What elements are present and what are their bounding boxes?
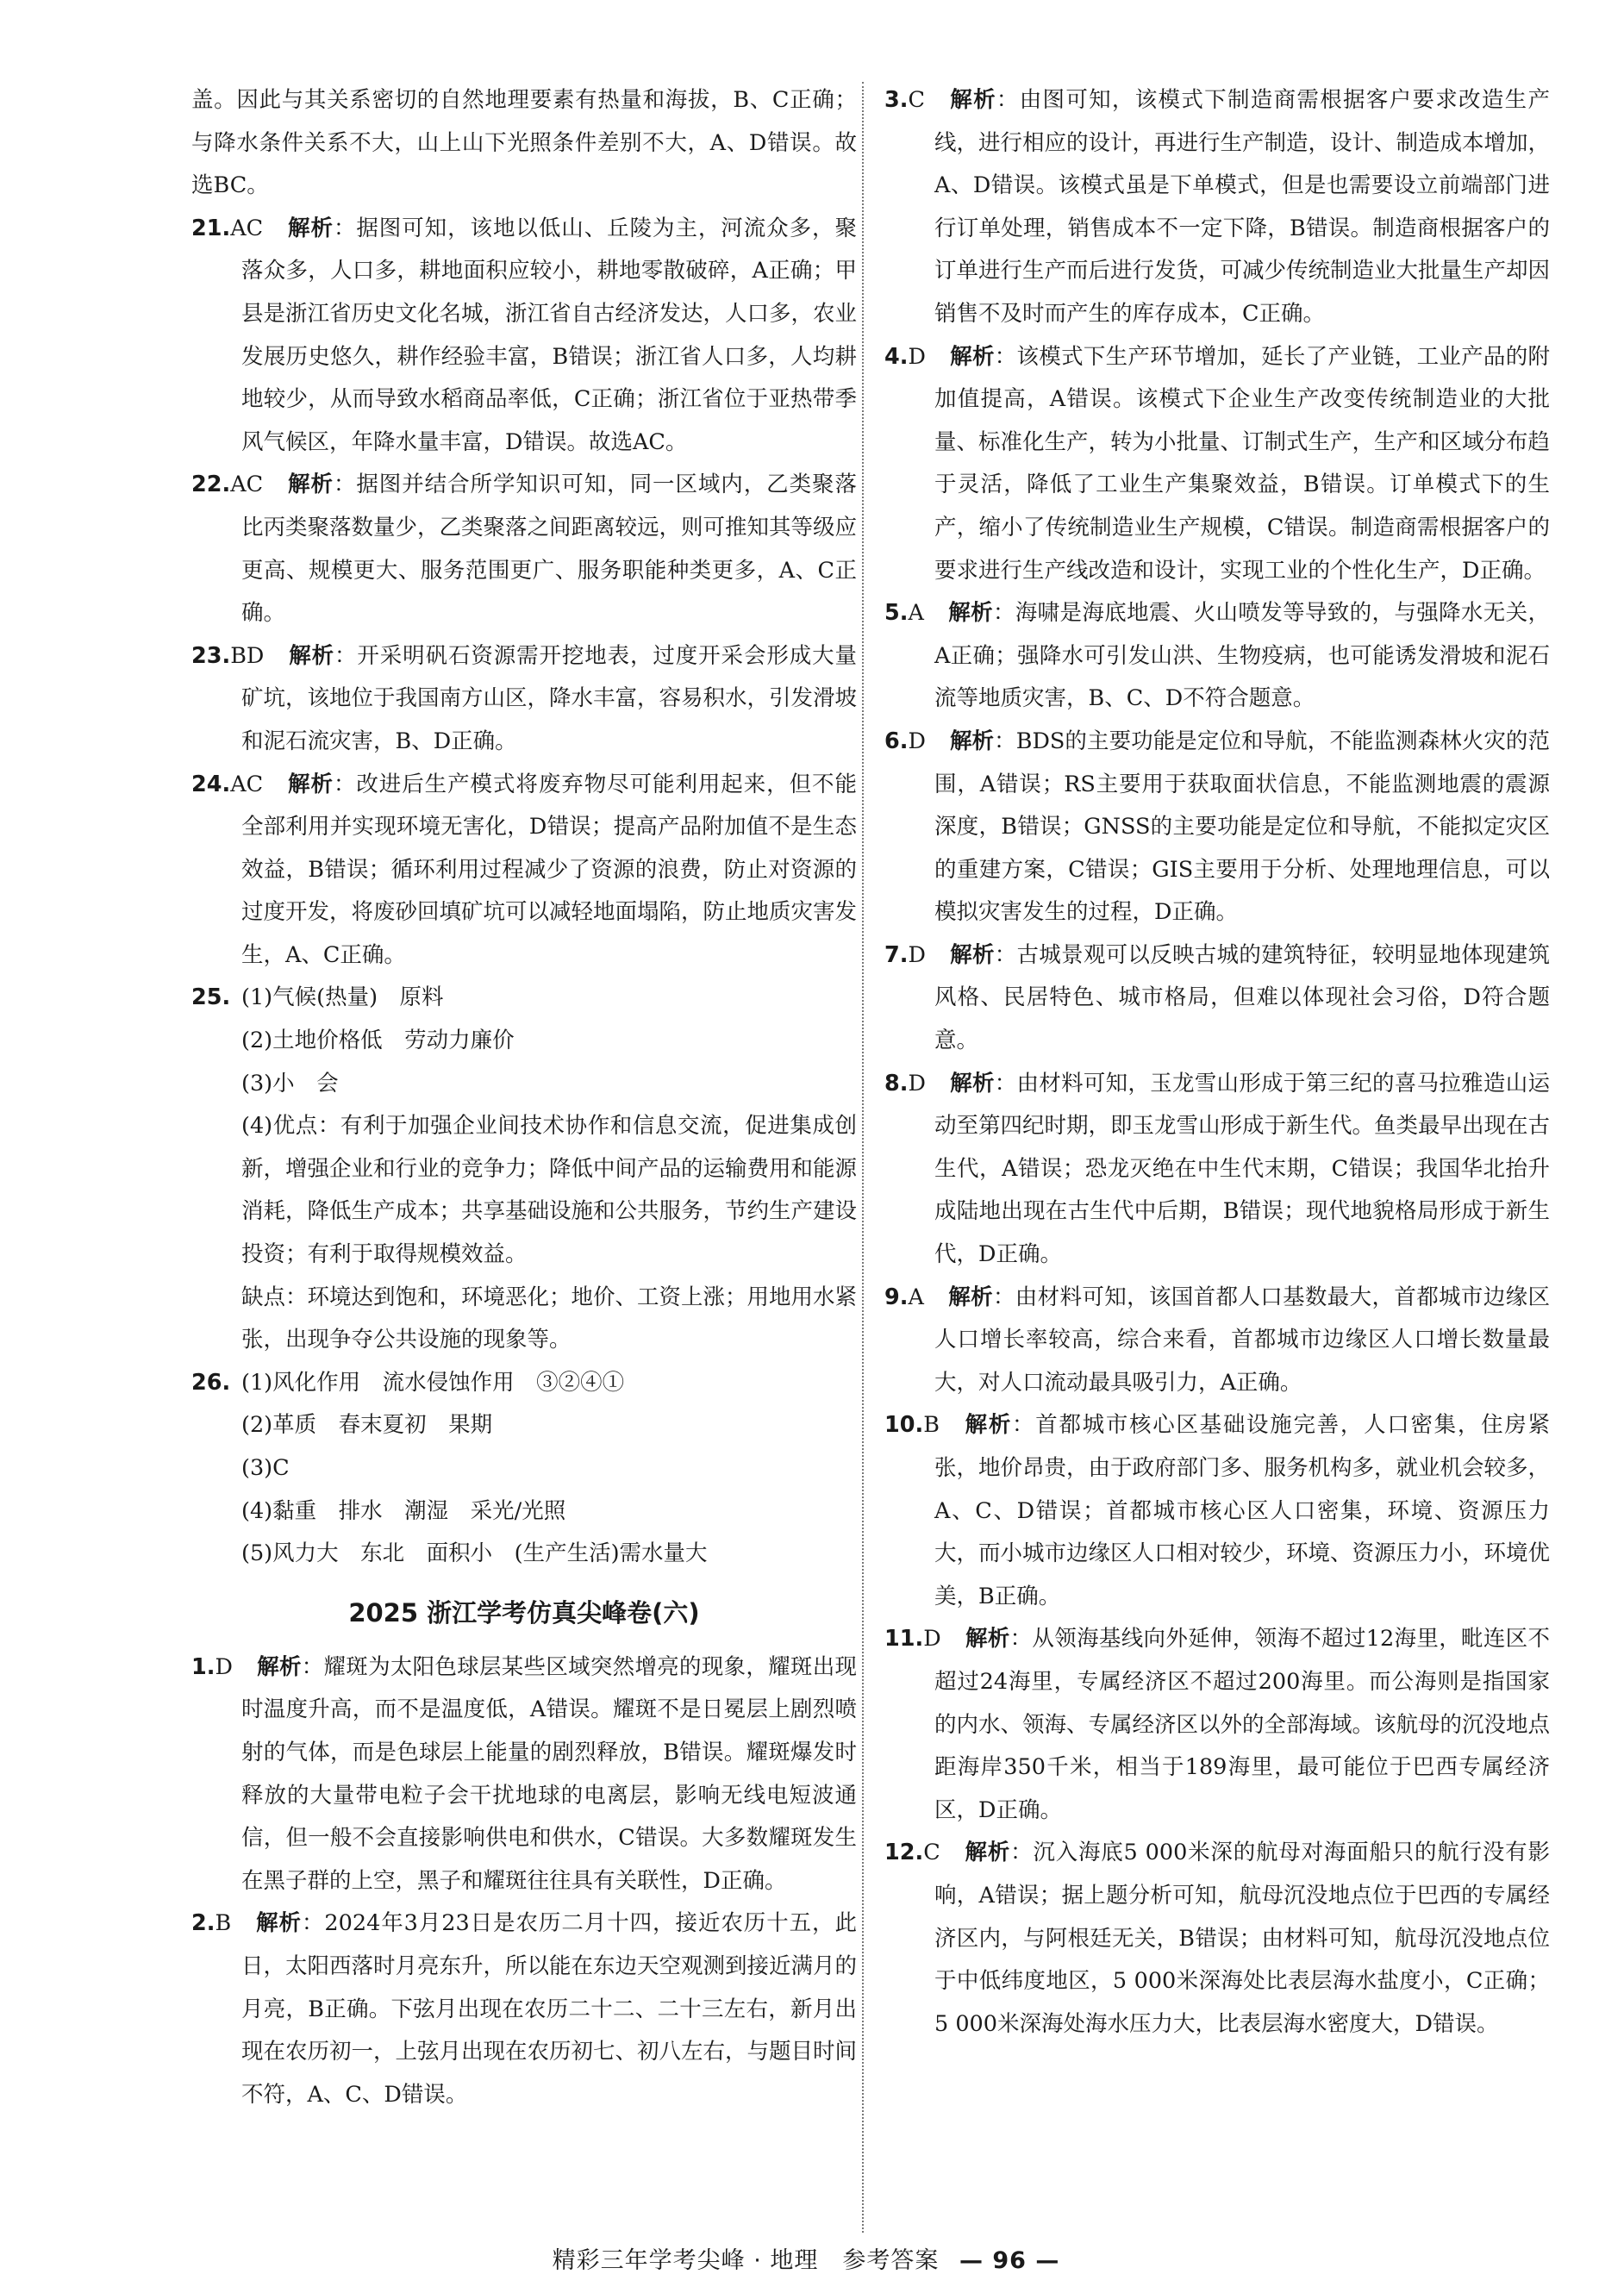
analysis-label: 解析 [255,1910,302,1937]
analysis-text: ：开采明矾石资源需开挖地表，过度开采会形成大量矿坑，该地位于我国南方山区，降水丰富，容易积水，引发滑坡和泥石流灾害，B、D正确。 [241,642,858,754]
answer-choice: A [908,1284,924,1310]
sub-answer [191,1105,857,1276]
page-footer [0,2241,1624,2275]
question-number: 11. [884,1626,924,1653]
question-number: 6. [884,728,909,754]
analysis-label: 解析 [287,215,334,241]
question-number: 5. [884,600,909,627]
question-number: 23. [191,642,231,669]
analysis-text: ：据图并结合所学知识可知，同一区域内，乙类聚落比丙类聚落数量少，乙类聚落之间距离较远，则可推知其等级应更高、规模更大、服务范围更广、服务职能种类更多，A、C正确。 [241,472,858,627]
sub-answer-text: (2)土地价格低 劳动力廉价 [241,1028,515,1054]
question-number: 10. [884,1412,924,1439]
answer-item [884,1063,1550,1277]
analysis-label: 解析 [949,941,995,968]
analysis-label: 解析 [256,1653,302,1680]
answer-item [191,1646,857,1903]
answer-item [884,592,1550,721]
sub-answer [191,1447,857,1490]
answer-choice: BD [230,642,265,669]
sub-answer-text: (4)黏重 排水 潮湿 采光/光照 [241,1497,566,1524]
sub-answer [191,1404,857,1447]
answer-choice: D [908,728,926,754]
question-block-q25 [191,977,857,1361]
analysis-text: ：海啸是海底地震、火山喷发等导致的，与强降水无关，A正确；强降水可引发山洪、生物疫病，也可能诱发滑坡和泥石流等地质灾害，B、C、D不符合题意。 [934,600,1550,712]
sub-answer-text: (5)风力大 东北 面积小 (生产生活)需水量大 [241,1540,708,1567]
answer-continuation [191,79,857,208]
answer-choice: D [215,1653,233,1680]
sub-answer-text: 缺点：环境达到饱和，环境恶化；地价、工资上涨；用地用水紧张，出现争夺公共设施的现象等。 [241,1284,858,1353]
analysis-label: 解析 [287,472,334,498]
sub-answer [191,1020,857,1063]
page-number: — 96 — [959,2247,1060,2274]
sub-answer [191,1490,857,1534]
answer-item [884,1832,1550,2046]
question-number: 26. [191,1369,231,1396]
question-number: 21. [191,215,231,241]
question-number: 4. [884,343,909,370]
analysis-label: 解析 [964,1840,1011,1866]
question-number: 7. [884,941,909,968]
answer-item [191,208,857,465]
answer-item [884,1277,1550,1405]
answer-choice: AC [230,215,264,241]
question-number: 22. [191,472,231,498]
answer-choice: B [923,1412,940,1439]
analysis-label: 解析 [287,771,334,797]
question-number: 1. [191,1653,215,1680]
analysis-label: 解析 [949,1070,995,1097]
question-number: 12. [884,1840,924,1866]
answer-item [884,336,1550,593]
analysis-text: ：由材料可知，该国首都人口基数最大，首都城市边缘区人口增长率较高，综合来看，首都城市边缘区人口增长数量最大，对人口流动最具吸引力，A正确。 [934,1284,1550,1396]
answer-item [884,721,1550,934]
question-number: 2. [191,1910,215,1937]
question-number: 9. [884,1284,909,1310]
answer-choice: D [908,941,926,968]
column-divider [862,82,864,2233]
answer-choice: D [908,343,926,370]
analysis-text: ：沉入海底5 000米深的航母对海面船只的航行没有影响，A错误；据上题分析可知，航母沉没地点位于巴西的专属经济区内，与阿根廷无关，B错误；由材料可知，航母沉没地点位于中低纬度地区，5 000米深海处比表层海水盐度小，C正确；5 000米深海处海水压力大，比表层海水密度大，D错误。 [934,1840,1550,2037]
analysis-text: ：BDS的主要功能是定位和导航，不能监测森林火灾的范围，A错误；RS主要用于获取面状信息，不能监测地震的震源深度，B错误；GNSS的主要功能是定位和导航，不能拟定灾区的重建方案，C错误；GIS主要用于分析、处理地理信息，可以模拟灾害发生的过程，D正确。 [934,728,1550,926]
analysis-label: 解析 [949,343,995,370]
analysis-text: ：从领海基线向外延伸，领海不超过12海里，毗连区不超过24海里，专属经济区不超过200海里。而公海则是指国家的内水、领海、专属经济区以外的全部海域。该航母的沉没地点距海岸350千米，相当于189海里，最可能位于巴西专属经济区，D正确。 [934,1626,1551,1823]
analysis-text: ：首都城市核心区基础设施完善，人口密集，住房紧张，地价昂贵，由于政府部门多、服务机构多，就业机会较多，A、C、D错误；首都城市核心区人口密集，环境、资源压力大，而小城市边缘区人口相对较少，环境、资源压力小，环境优美，B正确。 [934,1412,1551,1609]
sub-answer [191,1362,857,1405]
analysis-label: 解析 [963,1412,1013,1439]
analysis-text: 盖。因此与其关系密切的自然地理要素有热量和海拔，B、C正确；与降水条件关系不大，山上山下光照条件差别不大，A、D错误。故选BC。 [191,87,857,199]
sub-answer-text: (1)气候(热量) 原料 [241,984,444,1011]
question-number: 8. [884,1070,909,1097]
answer-choice: C [908,87,925,113]
sub-answer [191,1063,857,1106]
analysis-text: ：改进后生产模式将废弃物尽可能利用起来，但不能全部利用并实现环境无害化，D错误；提高产品附加值不是生态效益，B错误；循环利用过程减少了资源的浪费，防止对资源的过度开发，将废砂回填矿坑可以减轻地面塌陷，防止地质灾害发生，A、C正确。 [241,771,858,968]
sub-answer-text: (4)优点：有利于加强企业间技术协作和信息交流，促进集成创新，增强企业和行业的竞争力；降低中间产品的运输费用和能源消耗，降低生产成本；共享基础设施和公共服务，节约生产建设投资；有利于取得规模效益。 [241,1113,858,1268]
analysis-text: ：据图可知，该地以低山、丘陵为主，河流众多，聚落众多，人口多，耕地面积应较小，耕地零散破碎，A正确；甲县是浙江省历史文化名城，浙江省自古经济发达，人口多，农业发展历史悠久，耕作经验丰富，B错误；浙江省人口多，人均耕地较少，从而导致水稻商品率低，C正确；浙江省位于亚热带季风气候区，年降水量丰富，D错误。故选AC。 [241,215,858,455]
analysis-label: 解析 [949,728,995,754]
analysis-text: ：由图可知，该模式下制造商需根据客户要求改造生产线，进行相应的设计，再进行生产制造，设计、制造成本增加，A、D错误。该模式虽是下单模式，但是也需要设立前端部门进行订单处理，销售成本不一定下降，B错误。制造商根据客户的订单进行生产而后进行发货，可减少传统制造业大批量生产却因销售不及时而产生的库存成本，C正确。 [934,87,1551,327]
sub-answer-text: (3)C [241,1455,290,1481]
answer-item [191,635,857,764]
answer-item [191,1903,857,2116]
analysis-text: ：2024年3月23日是农历二月十四，接近农历十五，此日，太阳西落时月亮东升，所以能在东边天空观测到接近满月的月亮，B正确。下弦月出现在农历二十二、二十三左右，新月出现在农历初一，上弦月出现在农历初七、初八左右，与题目时间不符，A、C、D错误。 [241,1910,858,2108]
answer-item [884,1404,1550,1618]
sub-answer [191,1277,857,1362]
answer-choice: D [908,1070,926,1097]
analysis-text: ：由材料可知，玉龙雪山形成于第三纪的喜马拉雅造山运动至第四纪时期，即玉龙雪山形成于新生代。鱼类最早出现在古生代，A错误；恐龙灭绝在中生代末期，C错误；我国华北抬升成陆地出现在古生代中后期，B错误；现代地貌格局形成于新生代，D正确。 [934,1070,1551,1268]
answer-choice: B [215,1910,232,1937]
sub-answer [191,977,857,1020]
answer-item [191,464,857,634]
answer-choice: AC [230,472,264,498]
right-column [884,79,1550,2046]
section-title: 2025 浙江学考仿真尖峰卷(六) [348,1597,700,1628]
analysis-label: 解析 [965,1626,1010,1653]
sub-answer-text: (2)革质 春末夏初 果期 [241,1412,493,1439]
analysis-label: 解析 [947,1284,993,1310]
answer-choice: A [908,600,924,627]
footer-title: 精彩三年学考尖峰 · 地理 参考答案 [552,2247,940,2274]
question-block-q26 [191,1362,857,1576]
answer-item [191,764,857,978]
answer-item [884,934,1550,1063]
answer-choice: C [923,1840,940,1866]
sub-answer-text: (3)小 会 [241,1070,339,1097]
question-number: 25. [191,984,231,1011]
answer-item [884,1618,1550,1832]
answer-choice: AC [230,771,264,797]
question-number: 24. [191,771,231,797]
analysis-text: ：古城景观可以反映古城的建筑特征，较明显地体现建筑风格、民居特色、城市格局，但难以体现社会习俗，D符合题意。 [934,941,1550,1054]
analysis-text: ：该模式下生产环节增加，延长了产业链，工业产品的附加值提高，A错误。该模式下企业生产改变传统制造业的大批量、标准化生产，转为小批量、订制式生产，生产和区域分布趋于灵活，降低了工业生产集聚效益，B错误。订单模式下的生产，缩小了传统制造业生产规模，C错误。制造商需根据客户的要求进行生产线改造和设计，实现工业的个性化生产，D正确。 [934,343,1551,584]
sub-answer [191,1533,857,1576]
answer-choice: D [923,1626,941,1653]
analysis-label: 解析 [948,87,996,113]
left-column [191,79,857,2116]
analysis-text: ：耀斑为太阳色球层某些区域突然增亮的现象，耀斑出现时温度升高，而不是温度低，A错误。耀斑不是日冕层上剧烈喷射的气体，而是色球层上能量的剧烈释放，B错误。耀斑爆发时释放的大量带电粒子会干扰地球的电离层，影响无线电短波通信，但一般不会直接影响供电和供水，C错误。大多数耀斑发生在黑子群的上空，黑子和耀斑往往具有关联性，D正确。 [241,1653,857,1894]
analysis-label: 解析 [288,642,335,669]
answer-item [884,79,1550,336]
sub-answer-text: (1)风化作用 流水侵蚀作用 ③②④① [241,1369,625,1396]
analysis-label: 解析 [947,600,993,627]
question-number: 3. [884,87,909,113]
